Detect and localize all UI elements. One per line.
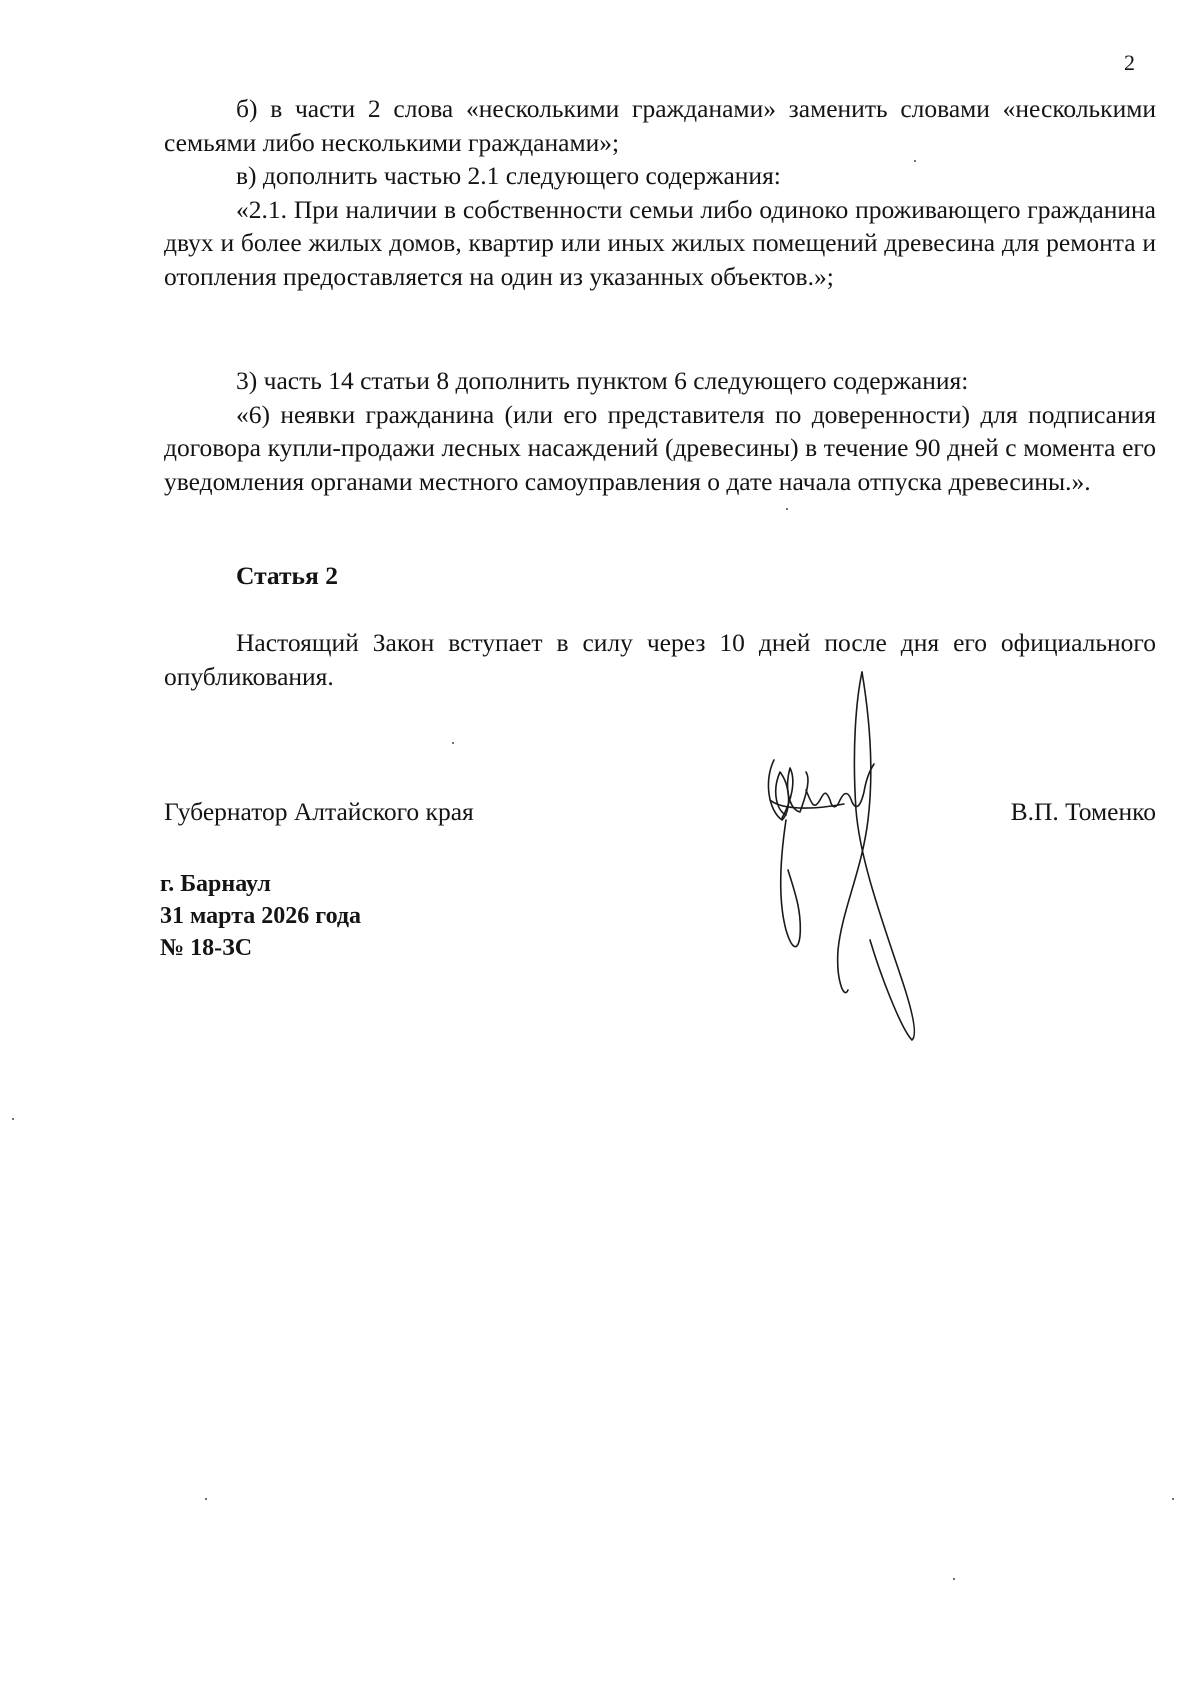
article-2-text: Настоящий Закон вступает в силу через 10 дней после дня его официального опубликования. <box>164 628 1156 691</box>
place-date-block <box>160 868 361 964</box>
city: г. Барнаул <box>160 871 271 897</box>
law-number: № 18-ЗС <box>160 935 253 961</box>
law-date: 31 марта 2026 года <box>160 903 362 929</box>
paragraph-v: в) дополнить частью 2.1 следующего содержания: <box>236 161 781 190</box>
paragraph-b: б) в части 2 слова «несколькими гражданами» заменить словами «несколькими семьями либо несколькими гражданами»; <box>164 94 1156 157</box>
scan-speck <box>12 1118 14 1120</box>
scan-speck <box>914 160 916 162</box>
scan-speck <box>205 1498 207 1500</box>
scan-speck <box>786 508 788 510</box>
paragraph-2-1: «2.1. При наличии в собственности семьи либо одиноко проживающего гражданина двух и более жилых домов, квартир или иных жилых помещений древесина для ремонта и отопления предоставляется на один из указанных объектов.»; <box>164 194 1156 291</box>
scan-speck <box>452 742 454 744</box>
amendments-block-1 <box>164 92 1156 293</box>
paragraph-3: 3) часть 14 статьи 8 дополнить пунктом 6 следующего содержания: <box>236 366 969 395</box>
scan-speck <box>953 1578 955 1580</box>
article-2-body <box>164 626 1156 693</box>
amendments-block-2 <box>164 364 1156 498</box>
scan-speck <box>1172 1498 1174 1500</box>
paragraph-6: «6) неявки гражданина (или его представителя по доверенности) для подписания договора купли-продажи лесных насаждений (древесины) в течение 90 дней с момента его уведомления органами местного самоуправления о дате начала отпуска древесины.». <box>164 399 1156 496</box>
signer-name: В.П. Томенко <box>1010 797 1156 826</box>
signature-image <box>752 660 952 1080</box>
signer-title: Губернатор Алтайского края <box>164 797 474 826</box>
page-number: 2 <box>1124 50 1135 75</box>
article-2-heading: Статья 2 <box>236 561 338 590</box>
